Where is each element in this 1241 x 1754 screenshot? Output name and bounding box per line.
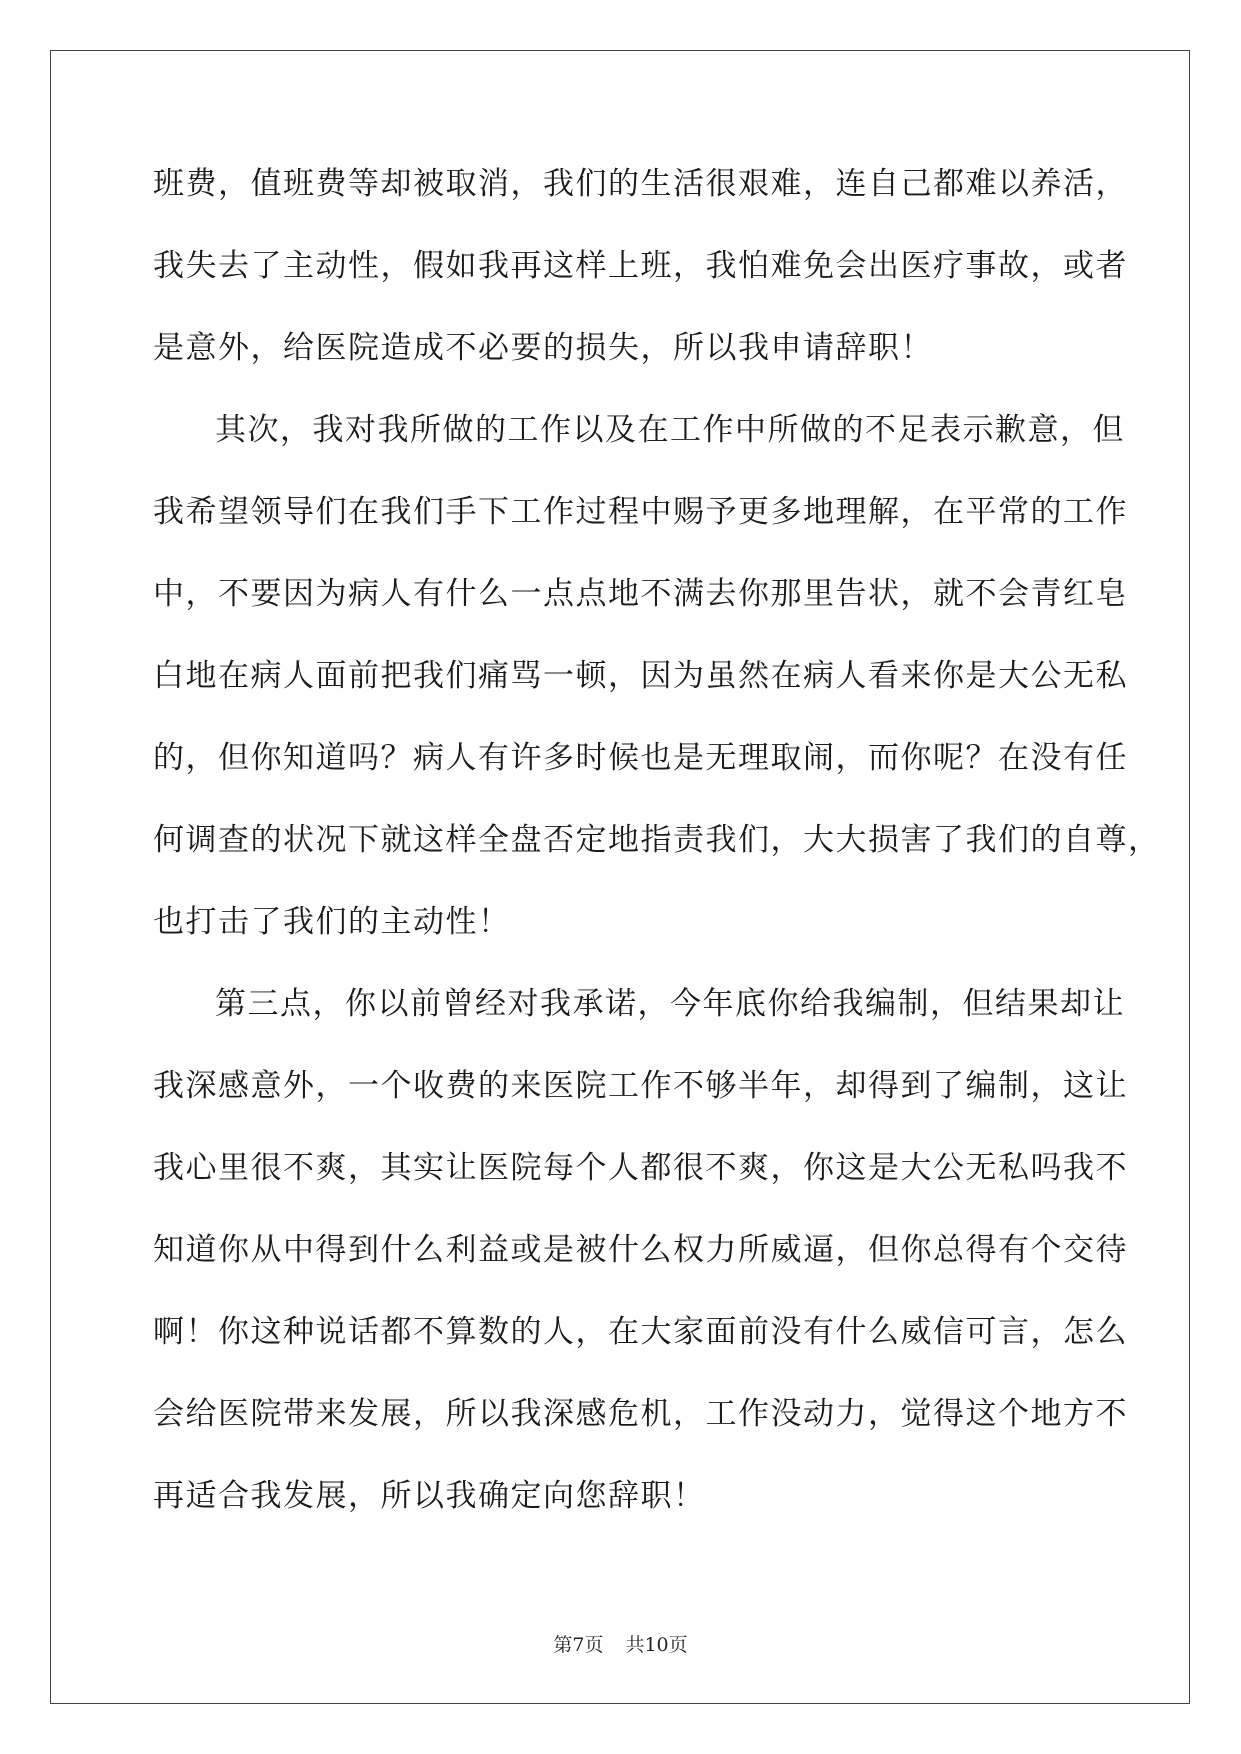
text-line: 也打击了我们的主动性！ xyxy=(153,904,511,940)
text-line: 班费，值班费等却被取消，我们的生活很艰难，连自己都难以养活， xyxy=(153,166,1128,202)
text-line: 白地在病人面前把我们痛骂一顿，因为虽然在病人看来你是大公无私 xyxy=(153,658,1128,694)
text-line: 啊！你这种说话都不算数的人，在大家面前没有什么威信可言，怎么 xyxy=(153,1314,1128,1350)
text-line: 中，不要因为病人有什么一点点地不满去你那里告状，就不会青红皂 xyxy=(153,576,1128,612)
text-line: 是意外，给医院造成不必要的损失，所以我申请辞职！ xyxy=(153,330,933,366)
text-line: 知道你从中得到什么利益或是被什么权力所威逼，但你总得有个交待 xyxy=(153,1232,1128,1268)
text-line: 何调查的状况下就这样全盘否定地指责我们，大大损害了我们的自尊， xyxy=(153,822,1161,858)
page-number: 第7页 xyxy=(553,1634,604,1656)
text-line: 我希望领导们在我们手下工作过程中赐予更多地理解，在平常的工作 xyxy=(153,494,1128,530)
text-line: 我心里很不爽，其实让医院每个人都很不爽，你这是大公无私吗我不 xyxy=(153,1150,1128,1186)
text-line: 会给医院带来发展，所以我深感危机，工作没动力，觉得这个地方不 xyxy=(153,1396,1128,1432)
page-total: 共10页 xyxy=(625,1634,688,1656)
document-body xyxy=(153,160,1161,1554)
text-line: 我失去了主动性，假如我再这样上班，我怕难免会出医疗事故，或者 xyxy=(153,248,1128,284)
page-footer xyxy=(0,1630,1241,1657)
text-line: 我深感意外，一个收费的来医院工作不够半年，却得到了编制，这让 xyxy=(153,1068,1128,1104)
text-line: 再适合我发展，所以我确定向您辞职！ xyxy=(153,1478,706,1514)
paragraph-start-line: 第三点，你以前曾经对我承诺，今年底你给我编制，但结果却让 xyxy=(215,986,1125,1022)
text-line: 的，但你知道吗？病人有许多时候也是无理取闹，而你呢？在没有任 xyxy=(153,740,1128,776)
paragraph-start-line: 其次，我对我所做的工作以及在工作中所做的不足表示歉意，但 xyxy=(215,412,1125,448)
